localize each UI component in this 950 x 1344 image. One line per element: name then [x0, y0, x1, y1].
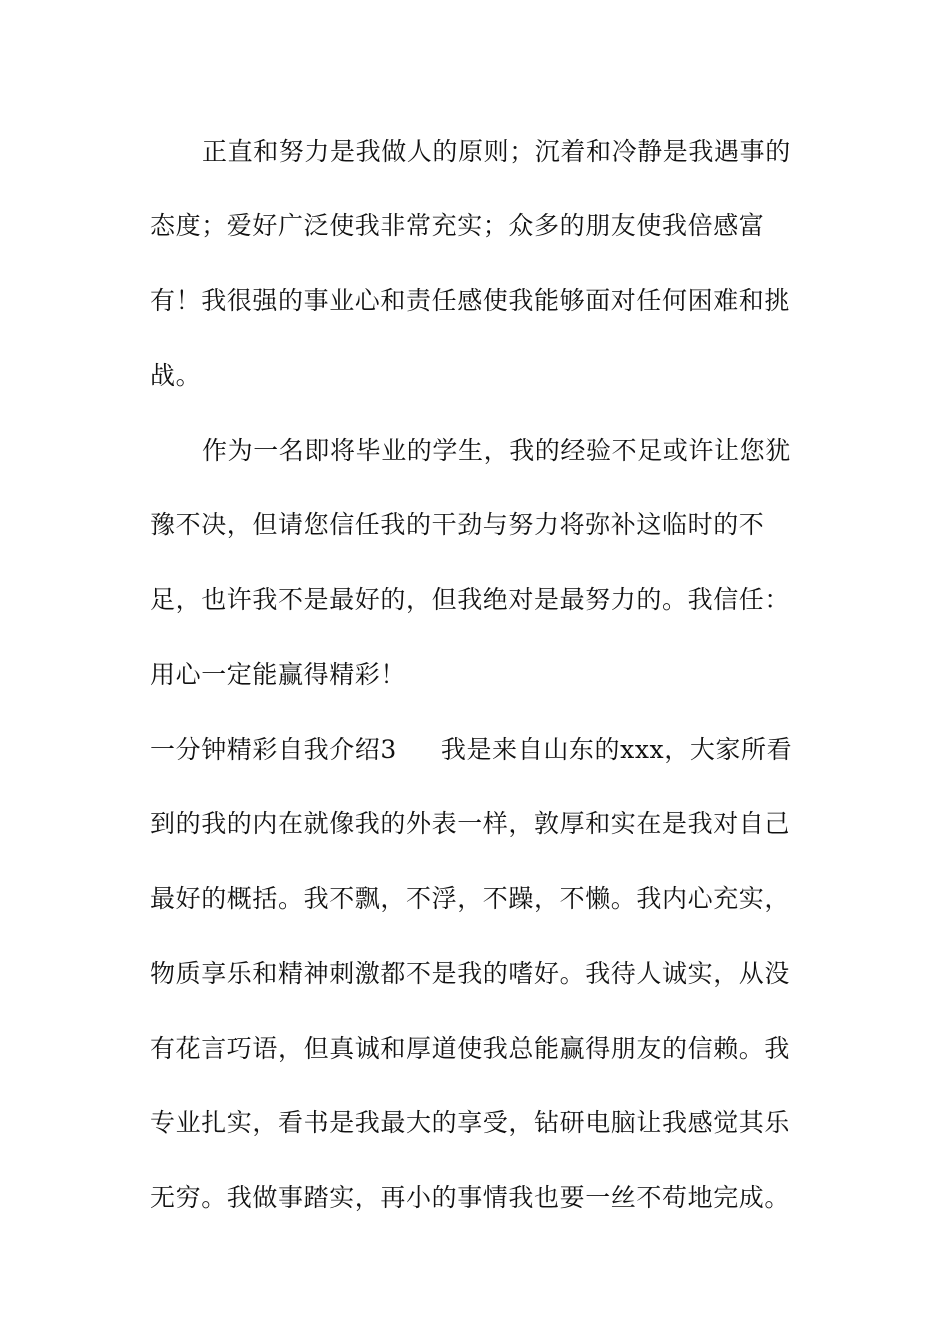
paragraph-1-line-3: 有！我很强的事业心和责任感使我能够面对任何困难和挑 — [150, 286, 791, 315]
paragraph-1-line-4: 战。 — [150, 361, 202, 390]
paragraph-3-line-3: 最好的概括。我不飘，不浮，不躁，不懒。我内心充实， — [150, 884, 791, 913]
paragraph-1-line-1: 正直和努力是我做人的原则；沉着和冷静是我遇事的 — [202, 137, 791, 166]
paragraph-3-line-6: 专业扎实，看书是我最大的享受，钻研电脑让我感觉其乐 — [150, 1108, 791, 1137]
paragraph-1-line-2: 态度；爱好广泛使我非常充实；众多的朋友使我倍感富 — [150, 211, 765, 240]
paragraph-2-line-4: 用心一定能赢得精彩！ — [150, 660, 407, 689]
paragraph-2-line-2: 豫不决，但请您信任我的干劲与努力将弥补这临时的不 — [150, 510, 765, 539]
paragraph-2-line-1: 作为一名即将毕业的学生，我的经验不足或许让您犹 — [202, 436, 791, 465]
paragraph-3-line-7: 无穷。我做事踏实，再小的事情我也要一丝不苟地完成。 — [150, 1183, 791, 1212]
section-title: 一分钟精彩自我介绍3 — [150, 735, 397, 764]
paragraph-2-line-3: 足，也许我不是最好的，但我绝对是最努力的。我信任： — [150, 585, 791, 614]
paragraph-3-line-5: 有花言巧语，但真诚和厚道使我总能赢得朋友的信赖。我 — [150, 1034, 791, 1063]
section-title-line — [150, 734, 792, 766]
paragraph-3-line-1: 我是来自山东的xxx，大家所看 — [440, 735, 793, 764]
paragraph-3-line-4: 物质享乐和精神刺激都不是我的嗜好。我待人诚实，从没 — [150, 959, 791, 988]
paragraph-3-line-2: 到的我的内在就像我的外表一样，敦厚和实在是我对自己 — [150, 809, 791, 838]
